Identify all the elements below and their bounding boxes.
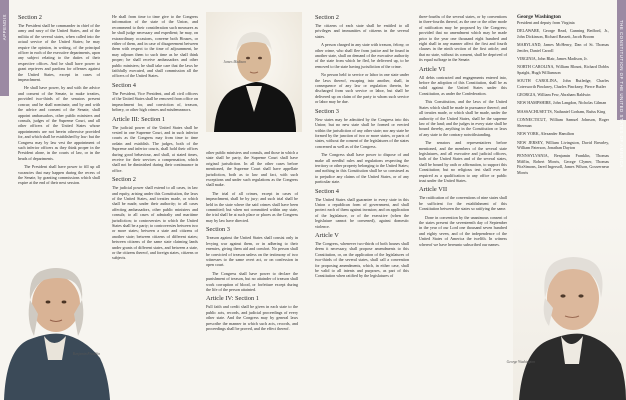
signer-heading: George Washington bbox=[517, 14, 561, 20]
constitution-tab-label: THE CONSTITUTION OF THE UNITED STATES OF AMERICA bbox=[619, 20, 624, 168]
signer-list-item: NEW HAMPSHIRE, John Langdon, Nicholas Gilman bbox=[517, 100, 607, 106]
column-4 bbox=[315, 14, 409, 282]
signer-subheading: President and deputy from Virginia bbox=[517, 20, 575, 25]
section-heading: Article VI bbox=[419, 65, 445, 73]
column-1 bbox=[18, 14, 100, 189]
paragraph: This Constitution, and the laws of the United States which shall be made in pursuance thereof; and all treaties made, or which shall be made, under the authority of the United States, shall be the supreme law of the land; and the judges in every state shall be bound thereby, anything in the Constitution or laws of any state to the contrary notwithstanding. bbox=[419, 99, 507, 137]
signer-list-item: CONNECTICUT, William Samuel Johnson, Roger Sherman bbox=[517, 117, 609, 128]
signer-list-item: MASSACHUSETTS, Nathaniel Gorham, Rufus King bbox=[517, 108, 606, 114]
column-3 bbox=[206, 150, 298, 334]
signer-list-item: SOUTH CAROLINA, John Rutledge, Charles Cotesworth Pinckney, Charles Pinckney, Pierce Butler bbox=[517, 78, 609, 89]
paragraph: The trial of all crimes, except in cases of impeachment, shall be by jury; and such trial shall be held in the state where the said crimes shall have been committed; but when not committed within any state, the trial shall be at such place or places as the Congress may by law have directed. bbox=[206, 190, 298, 223]
paragraph: The judicial power shall extend to all cases, in law and equity, arising under this Constitution, the laws of the United States, and treaties made, or which shall be made, under their authority; to all cases affecting ambassadors, other public ministers and consuls; to all cases of admiralty and maritime jurisdiction; to controversies to which the United States shall be a party; to controversies between two or more states; between a state and citizens of another state; between citizens of different states; between citizens of the same state claiming lands under grants of different states, and between a state, or the citizens thereof, and foreign states, citizens or subjects. bbox=[112, 185, 198, 261]
constitution-tab bbox=[617, 0, 626, 168]
paragraph: He shall from time to time give to the Congress information of the state of the Union, and recommend to their consideration such measures as he shall judge necessary and expedient; he may, on extraordinary occasions, convene both Houses, or either of them, and in case of disagreement between them with respect to the time of adjournment, he may adjourn them to such time as he shall think proper; he shall receive ambassadors and other public ministers; he shall take care that the laws be faithfully executed, and shall commission all the officers of the United States. bbox=[112, 14, 198, 79]
section-heading: Section 3 bbox=[206, 226, 230, 234]
paragraph: The citizens of each state shall be entitled to all privileges and immunities of citizens in the several states. bbox=[315, 23, 409, 39]
paragraph: The United States shall guarantee to every state in this Union a republican form of government, and shall protect each of them against invasion; and on application of the legislature, or of the executive (when the legislature cannot be convened), against domestic violence. bbox=[315, 196, 409, 229]
paragraph: The Congress, whenever two-thirds of both houses shall deem it necessary, shall propose amendments to this Constitution, or, on the application of the legislatures of two-thirds of the several states, shall call a convention for proposing amendments, which, in either case, shall be valid to all intents and purposes, as part of this Constitution when ratified by the legislatures of bbox=[315, 241, 409, 279]
section-heading: Section 4 bbox=[112, 81, 136, 89]
signer-list-item: DELAWARE, George Read, Gunning Bedford, Jr., John Dickinson, Richard Bassett, Jacob Broom bbox=[517, 28, 609, 39]
signer-list-item: NEW JERSEY, William Livingston, David Brearley, William Paterson, Jonathan Dayton bbox=[517, 139, 609, 150]
paragraph: The senators and representatives before mentioned, and the members of the several state legislatures, and all executive and judicial officers, both of the United States and of the several states, shall be bound by oath or affirmation, to support this Constitution; but no religious test shall ever be required as a qualification to any office or public trust under the United States. bbox=[419, 140, 507, 183]
appendix-tab bbox=[0, 0, 9, 96]
paragraph: other public ministers and consuls, and those in which a state shall be party, the Supreme Court shall have original jurisdiction. In all the other cases before mentioned, the Supreme Court shall have appellate jurisdiction, both as to law and fact, with such exceptions and under such regulations as the Congress shall make. bbox=[206, 150, 298, 188]
signer-list-item: MARYLAND, James McHenry, Dan of St. Thomas Jenifer, Daniel Carroll bbox=[517, 42, 609, 53]
section-heading: Section 2 bbox=[112, 176, 136, 184]
signer-list-item: NEW YORK, Alexander Hamilton bbox=[517, 131, 575, 137]
section-heading: Article III: Section 1 bbox=[112, 115, 166, 123]
signer-list-item: PENNSYLVANIA, Benjamin Franklin, Thomas Mifflin, Robert Morris, George Clymer, Thomas FitzSimons, Jared Ingersoll, James Wilson, Gouverneur Morris bbox=[517, 153, 609, 175]
paragraph: The Congress shall have power to dispose of and make all needful rules and regulations respecting the territory or other property belonging to the United States; and nothing in this Constitution shall be so construed as to prejudice any claims of the United States, or of any particular state. bbox=[315, 152, 409, 185]
paragraph: Full faith and credit shall be given in each state to the public acts, records, and judicial proceedings of every other state. And the Congress may by general laws prescribe the manner in which such acts, records, and proceedings shall be proved, and the effect thereof. bbox=[206, 304, 298, 331]
paragraph: A person charged in any state with treason, felony, or other crime, who shall flee from justice and be found in another state, shall on demand of the executive authority of the state from which he fled, be delivered up, to be removed to the state having jurisdiction of the crime. bbox=[315, 42, 409, 69]
signer-list-item: GEORGIA, William Few, Abraham Baldwin bbox=[517, 92, 591, 98]
appendix-tab-label: APPENDIX bbox=[2, 14, 7, 41]
section-heading: Section 4 bbox=[315, 187, 339, 195]
franklin-caption: Benjamin Franklin bbox=[72, 352, 100, 356]
madison-caption: James Madison bbox=[223, 60, 246, 64]
section-heading: Section 3 bbox=[315, 107, 339, 115]
column-6 bbox=[517, 14, 609, 178]
washington-caption: George Washington bbox=[506, 360, 535, 364]
column-5 bbox=[419, 14, 507, 250]
paragraph: He shall have power, by and with the advice and consent of the Senate, to make treaties, provided two-thirds of the senators present concur; and he shall nominate, and by and with the advice and consent of the Senate, shall appoint ambassadors, other public ministers and consuls, judges of the Supreme Court, and all other officers of the United States whose appointments are not herein otherwise provided for, and which shall be established by law: but the Congress may by law vest the appointment of such inferior officers as they think proper in the President alone, in the courts of law, or in the heads of departments. bbox=[18, 85, 100, 161]
paragraph: Done in convention by the unanimous consent of the states present the seventeenth day of September in the year of our Lord one thousand seven hundred and eighty seven, and of the independence of the United States of America the twelfth. In witness whereof we have hereunto subscribed our names. bbox=[419, 214, 507, 247]
washington-portrait bbox=[513, 222, 626, 400]
paragraph: The President, Vice President, and all civil officers of the United States shall be removed from office on impeachment for, and conviction of, treason, bribery, or other high crimes and misdemeanors. bbox=[112, 90, 198, 113]
paragraph: No person held to service or labor in one state under the laws thereof, escaping into another, shall, in consequence of any law or regulation therein, be discharged from such service or labor, but shall be delivered up on claim of the party to whom such service or labor may be due. bbox=[315, 72, 409, 105]
madison-portrait bbox=[206, 12, 302, 132]
right-page bbox=[313, 0, 626, 400]
paragraph: New states may be admitted by the Congress into this Union; but no new state shall be formed or erected within the jurisdiction of any other state; nor any state be formed by the junction of two or more states, or parts of states, without the consent of the legislatures of the states concerned as well as of the Congress. bbox=[315, 116, 409, 149]
column-2 bbox=[112, 14, 198, 264]
section-heading: Article V bbox=[315, 232, 339, 239]
paragraph: Treason against the United States shall consist only in levying war against them, or in adhering to their enemies, giving them aid and comfort. No person shall be convicted of treason unless on the testimony of two witnesses to the same overt act, or on confession in open court. bbox=[206, 235, 298, 268]
paragraph: three-fourths of the several states, or by conventions in three-fourths thereof, as the one or the other mode of ratification may be proposed by the Congress; provided that no amendment which may be made prior to the year one thousand eight hundred and eight shall in any manner affect the first and fourth clauses in the ninth section of the first article; and that no state, without its consent, shall be deprived of its equal suffrage in the Senate. bbox=[419, 14, 507, 63]
paragraph: The Congress shall have power to declare the punishment of treason, but no attainder of treason shall work corruption of blood, or forfeiture except during the life of the person attainted. bbox=[206, 270, 298, 292]
section-heading: Article VII bbox=[419, 186, 448, 194]
signer-list-item: NORTH CAROLINA, William Blount, Richard Dobbs Spaight, Hugh Williamson bbox=[517, 64, 609, 75]
paragraph: The judicial power of the United States shall be vested in one Supreme Court, and in such inferior courts as the Congress may from time to time ordain and establish. The judges, both of the Supreme and inferior courts, shall hold their offices during good behaviour, and shall, at stated times, receive for their services a compensation, which shall not be diminished during their continuance in office. bbox=[112, 124, 198, 173]
paragraph: The President shall have power to fill up all vacancies that may happen during the recess of the Senate, by granting commissions which shall expire at the end of their next session. bbox=[18, 164, 100, 186]
franklin-portrait bbox=[4, 240, 110, 400]
paragraph: All debts contracted and engagements entered into, before the adoption of this Constitution, shall be as valid against the United States under this Constitution, as under the Confederation. bbox=[419, 74, 507, 96]
signer-list-item: VIRGINIA, John Blair, James Madison, Jr. bbox=[517, 56, 588, 62]
paragraph: The President shall be commander in chief of the army and navy of the United States, and of the militia of the several states, when called into the actual service of the United States; he may require the opinion, in writing, of the principal officer in each of the executive departments, upon any subject relating to the duties of their respective offices. And he shall have power to grant reprieves and pardons for offenses against the United States, except in cases of impeachment. bbox=[18, 23, 100, 83]
section-heading: Section 2 bbox=[18, 14, 42, 21]
section-heading: Article IV: Section 1 bbox=[206, 295, 259, 303]
section-heading: Section 2 bbox=[315, 14, 339, 21]
paragraph: The ratification of the conventions of nine states shall be sufficient for the establishment of this Constitution between the states so ratifying the same. bbox=[419, 195, 507, 212]
